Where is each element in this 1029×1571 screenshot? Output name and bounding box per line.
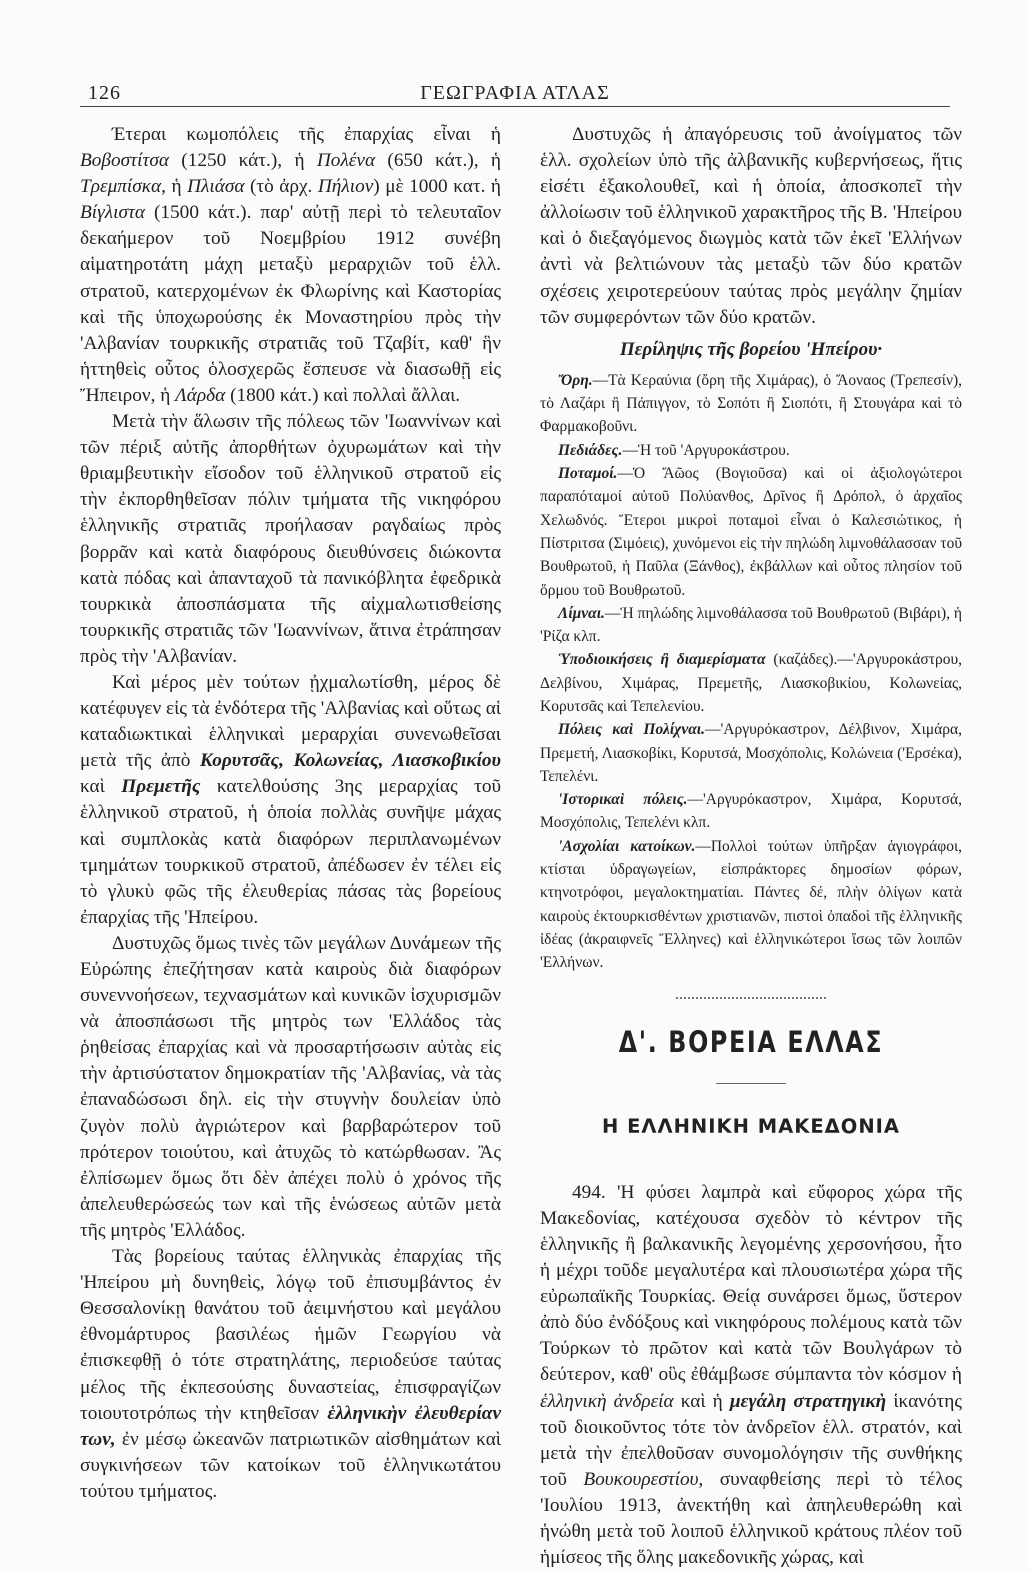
- summary-item: Ὄρη.—Τὰ Κεραύνια (ὄρη τῆς Χιμάρας), ὁ Ἄοναος (Τρεπεσίν), τὸ Λαζάρι ἢ Πάπιγγον, τὸ Σοπότι ἢ Σιοπότι, ἢ Στουγάρα καὶ τὸ Φαρμακοβοῦνι.: [540, 371, 962, 436]
- paragraph: Τὰς βορείους ταύτας ἑλληνικὰς ἐπαρχίας τῆς 'Ηπείρου μὴ δυνηθεὶς, λόγῳ τοῦ ἐπισυμβάντος ἐν Θεσσαλονίκῃ θανάτου τοῦ ἀειμνήστου καὶ μεγάλου ἐθνομάρτυρος βασιλέως ἡμῶν Γεωργίου νὰ ἐπισκεφθῇ ὁ τότε στρατηλάτης, περιοδεύσε ταύτας μέλος τῆς ἐκπεσούσης δυναστείας, ἐπισφραγίζων τοιουτοτρόπως τὴν κτηθεῖσαν ἑλληνικὴν ἐλευθερίαν των, ἐν μέσῳ ὠκεανῶν πατριωτικῶν αἰσθημάτων καὶ συγκινήσεων τῶν κατοίκων τοῦ ἑλληνικωτάτου τούτου τμήματος.: [80, 1246, 501, 1502]
- paragraph: Δυστυχῶς ἡ ἀπαγόρευσις τοῦ ἀνοίγματος τῶν ἑλλ. σχολείων ὑπὸ τῆς ἀλβανικῆς κυβερνήσεως, ἥτις εἰσέτι ἐξακολουθεῖ, καὶ ἡ ὁποία, ἀποσκοπεῖ τὴν ἀλλοίωσιν τοῦ ἑλληνικοῦ χαρακτῆρος τῆς Β. 'Ηπείρου καὶ ὁ διεξαγόμενος διωγμὸς κατὰ τῶν ἐκεῖ 'Ελλήνων ἀντὶ νὰ βελτιώνουν τὰς μεταξὺ τῶν δύο κρατῶν σχέσεις χειροτερεύουν ταύτας πρὸς μεγάλην ζημίαν τῶν συμφερόντων τῶν δύο κρατῶν.: [540, 124, 962, 328]
- paragraph: 494. 'Η φύσει λαμπρὰ καὶ εὔφορος χώρα τῆς Μακεδονίας, κατέχουσα σχεδὸν τὸ κέντρον τῆς ἑλληνικῆς ἢ βαλκανικῆς λεγομένης χερσονήσου, ἦτο ἡ μέχρι τοῦδε μεγαλυτέρα καὶ πλουσιωτέρα χώρα τῆς εὐρωπαϊκῆς Τουρκίας. Θείᾳ συνάρσει ὅμως, ὕστερον ἀπὸ δύο ἐνδόξους καὶ νικηφόρους πολέμους κατὰ τῶν Τούρκων τὸ πρῶτον καὶ κατὰ τῶν Βουλγάρων τὸ δεύτερον, καθ' οὓς ἐθάμβωσε σύμπαντα τὸν κόσμον ἡ ἑλληνικὴ ἀνδρεία καὶ ἡ μεγάλη στρατηγικὴ ἱκανότης τοῦ διοικοῦντος τότε τὸν ἀνδρεῖον ἑλλ. στρατόν, καὶ μετὰ τὴν ἐπελθοῦσαν συνομολόγησιν τῆς συνθήκης τοῦ Βουκουρεστίου, συναφθείσης περὶ τὸ τέλος 'Ιουλίου 1913, ἀνεκτήθη καὶ ἀπηλευθερώθη καὶ ἡνώθη μετὰ τοῦ λοιποῦ ἑλληνικοῦ κράτους πλέον τοῦ ἡμίσεος τῆς ὅλης μακεδονικῆς χώρας, καὶ: [540, 1181, 962, 1569]
- summary-item: Ὑποδιοικήσεις ἢ διαμερίσματα (καζάδες).—'Αργυροκάστρου, Δελβίνου, Χιμάρας, Πρεμετῆς, Λιασκοβικίου, Κολωνείας, Κορυτσᾶς καὶ Τεπελενίου.: [540, 651, 962, 715]
- summary-item: 'Ιστορικαὶ πόλεις.—'Αργυρόκαστρον, Χιμάρα, Κορυτσά, Μοσχόπολις, Τεπελένι κλπ.: [540, 791, 963, 832]
- ornamental-divider: [676, 993, 826, 999]
- page-number: 126: [88, 82, 121, 104]
- summary-heading: Περίληψις τῆς βορείου 'Ηπείρου·: [619, 338, 883, 360]
- summary-item: 'Ασχολίαι κατοίκων.—Πολλοὶ τούτων ὑπῆρξαν ἁγιογράφοι, κτίσται ὑδραγωγείων, εἰσπράκτορες δημοσίων φόρων, κτηνοτρόφοι, μεγαλοκτηματίαι. Πάντες δέ, πλὴν ὀλίγων κατὰ καιροὺς ἐκτουρκισθέντων χριστιανῶν, πιστοὶ ὀπαδοὶ τῆς ἑλληνικῆς ἰδέας (ἀκραιφνεῖς Ἕλληνες) καὶ ἑλληνικώτεροι ἴσως τῶν λοιπῶν 'Ελλήνων.: [540, 837, 962, 972]
- right-column: [540, 122, 962, 1571]
- summary-list: [540, 369, 962, 975]
- section-title: Δ'. ΒΟΡΕΙΑ ΕΛΛΑΣ: [618, 1024, 884, 1059]
- left-column: [80, 122, 501, 1505]
- paragraph: Έτεραι κωμοπόλεις τῆς ἐπαρχίας εἶναι ἡ Βοβοστίτσα (1250 κάτ.), ἡ Πολένα (650 κάτ.), ἡ Τρεμπίσκα, ἡ Πλιάσα (τὸ ἀρχ. Πήλιον) μὲ 1000 κατ. ἡ Βίγλιστα (1500 κάτ.). παρ' αὐτῇ περὶ τὸ τελευταῖον δεκαήμερον τοῦ Νοεμβρίου 1912 συνέβη αἱματηροτάτη μάχη μεταξὺ μεραρχιῶν τοῦ ἑλλ. στρατοῦ, κατερχομένων ἐκ Φλωρίνης καὶ Καστορίας καὶ τῆς ὑποχωρούσης ἐκ Μοναστηρίου πρὸς τὴν 'Αλβανίαν τουρκικῆς στρατιᾶς τοῦ Τζαβίτ, καθ' ἣν ἡττηθεὶς οὗτος ὁλοσχερῶς ἔσπευσε νὰ διασωθῇ εἰς Ἤπειρον, ἡ Λάρδα (1800 κάτ.) καὶ πολλαὶ ἄλλαι.: [80, 124, 502, 406]
- summary-item: Πόλεις καὶ Πολίχναι.—'Αργυρόκαστρον, Δέλβινον, Χιμάρα, Πρεμετή, Λιασκοβίκι, Κορυτσά, Μοσχόπολις, Κολώνεια ('Ερσέκα), Τεπελένι.: [540, 721, 962, 785]
- summary-item: Πεδιάδες.—Ἡ τοῦ 'Αργυροκάστρου.: [558, 441, 790, 459]
- paragraph: Μετὰ τὴν ἅλωσιν τῆς πόλεως τῶν 'Ιωαννίνων καὶ τῶν πέριξ αὐτῆς ἀπορθήτων ὀχυρωμάτων καὶ τὴν θριαμβευτικὴν εἴσοδον τοῦ ἑλληνικοῦ στρατοῦ εἰς τὴν ἐκπορθηθεῖσαν πόλιν τμήματα τῆς νικηφόρου ἑλληνικῆς στρατιᾶς προήλασαν ραγδαίως πρὸς βορρᾶν καὶ κατὰ διαφόρους διευθύνσεις διώκοντα κατὰ πόδας καὶ ἁπανταχοῦ τὰ πανικόβλητα ἐφεδρικὰ τουρκικὰ ἀποσπάσματα τῆς αἰχμαλωτισθείσης τουρκικῆς στρατιᾶς τῶν 'Ιωαννίνων, ἅτινα ἐτράπησαν πρὸς τὴν 'Αλβανίαν.: [80, 411, 501, 667]
- paragraph: Καὶ μέρος μὲν τούτων ᾐχμαλωτίσθη, μέρος δὲ κατέφυγεν εἰς τὰ ἐνδότερα τῆς 'Αλβανίας καὶ οὕτως αἱ καταδιωκτικαὶ ἑλληνικαὶ μεραρχίαι συνενωθεῖσαι μετὰ τῆς ἀπὸ Κορυτσᾶς, Κολωνείας, Λιασκοβικίου καὶ Πρεμετῆς κατελθούσης 3ης μεραρχίας τοῦ ἑλληνικοῦ στρατοῦ, ἡ ὁποία πολλὰς συνῆψε μάχας καὶ συμπλοκὰς κατὰ διαφόρων περιπλανωμένων τμημάτων τουρκικοῦ στρατοῦ, ἀπέδωσεν ἐν τέλει εἰς τὸ γλυκὺ φῶς τῆς ἐλευθερίας πάσας τὰς βορείους ἐπαρχίας τῆς 'Ηπείρου.: [80, 671, 502, 928]
- summary-item: Ποταμοί.—Ὁ Ἄῶος (Βογιοῦσα) καὶ οἱ ἀξιολογώτεροι παραπόταμοί αὐτοῦ Πολύανθος, Δρῖνος ἢ Δρόπολ, ὁ ἀρχαῖος Χελωδνός. Ἕτεροι μικροὶ ποταμοὶ εἶναι ὁ Καλεσιώτικος, ἡ Πίστριτσα (Σιμόεις), χυνόμενοι εἰς τὴν πηλώδη λιμνοθάλασσαν τοῦ Βουθρωτοῦ, ἡ Παῦλα (Ξάνθος), ἐκβάλλων καὶ οὗτος πλησίον τοῦ ὅρμου τοῦ Βουθρωτοῦ.: [540, 465, 962, 599]
- running-title: ΓΕΩΓΡΑΦΙΑ ΑΤΛΑΣ: [420, 82, 610, 104]
- section-subtitle: Η ΕΛΛΗΝΙΚΗ ΜΑΚΕΔΟΝΙΑ: [602, 1114, 900, 1138]
- divider: [716, 1083, 786, 1084]
- page-header: [80, 78, 950, 107]
- summary-item: Λίμναι.—Ἡ πηλώδης λιμνοθάλασσα τοῦ Βουθρωτοῦ (Βιβάρι), ἡ 'Ρίζα κλπ.: [540, 604, 962, 646]
- paragraph: Δυστυχῶς ὅμως τινὲς τῶν μεγάλων Δυνάμεων τῆς Εὐρώπης ἐπεζήτησαν κατὰ καιροὺς διὰ διαφόρων συνεννοήσεων, τεχνασμάτων καὶ κυνικῶν ἰσχυρισμῶν νὰ ἀποσπάσωσι τῆς μητρὸς των 'Ελλάδος τὰς ῥηθείσας ἐπαρχίας καὶ νὰ προσαρτήσωσιν αὐτὰς εἰς τὴν ἀρτισύστατον δημοκρατίαν τῆς 'Αλβανίας, νὰ τὰς ἐπαναδώσωσι δηλ. εἰς τὴν στυγνὴν δουλείαν ὑπὸ ζυγὸν πολὺ ἀγριώτερον καὶ βαρβαρώτερον τοῦ πρότερον τοιούτου, καὶ ἀτυχῶς τὸ κατώρθωσαν. Ἂς ἐλπίσωμεν ὅμως ὅτι δὲν ἀπέχει πολὺ ὁ χρόνος τῆς ἀπελευθερώσεώς των καὶ τῆς ἑνώσεως αὐτῶν μετὰ τῆς μητρὸς 'Ελλάδος.: [80, 932, 501, 1241]
